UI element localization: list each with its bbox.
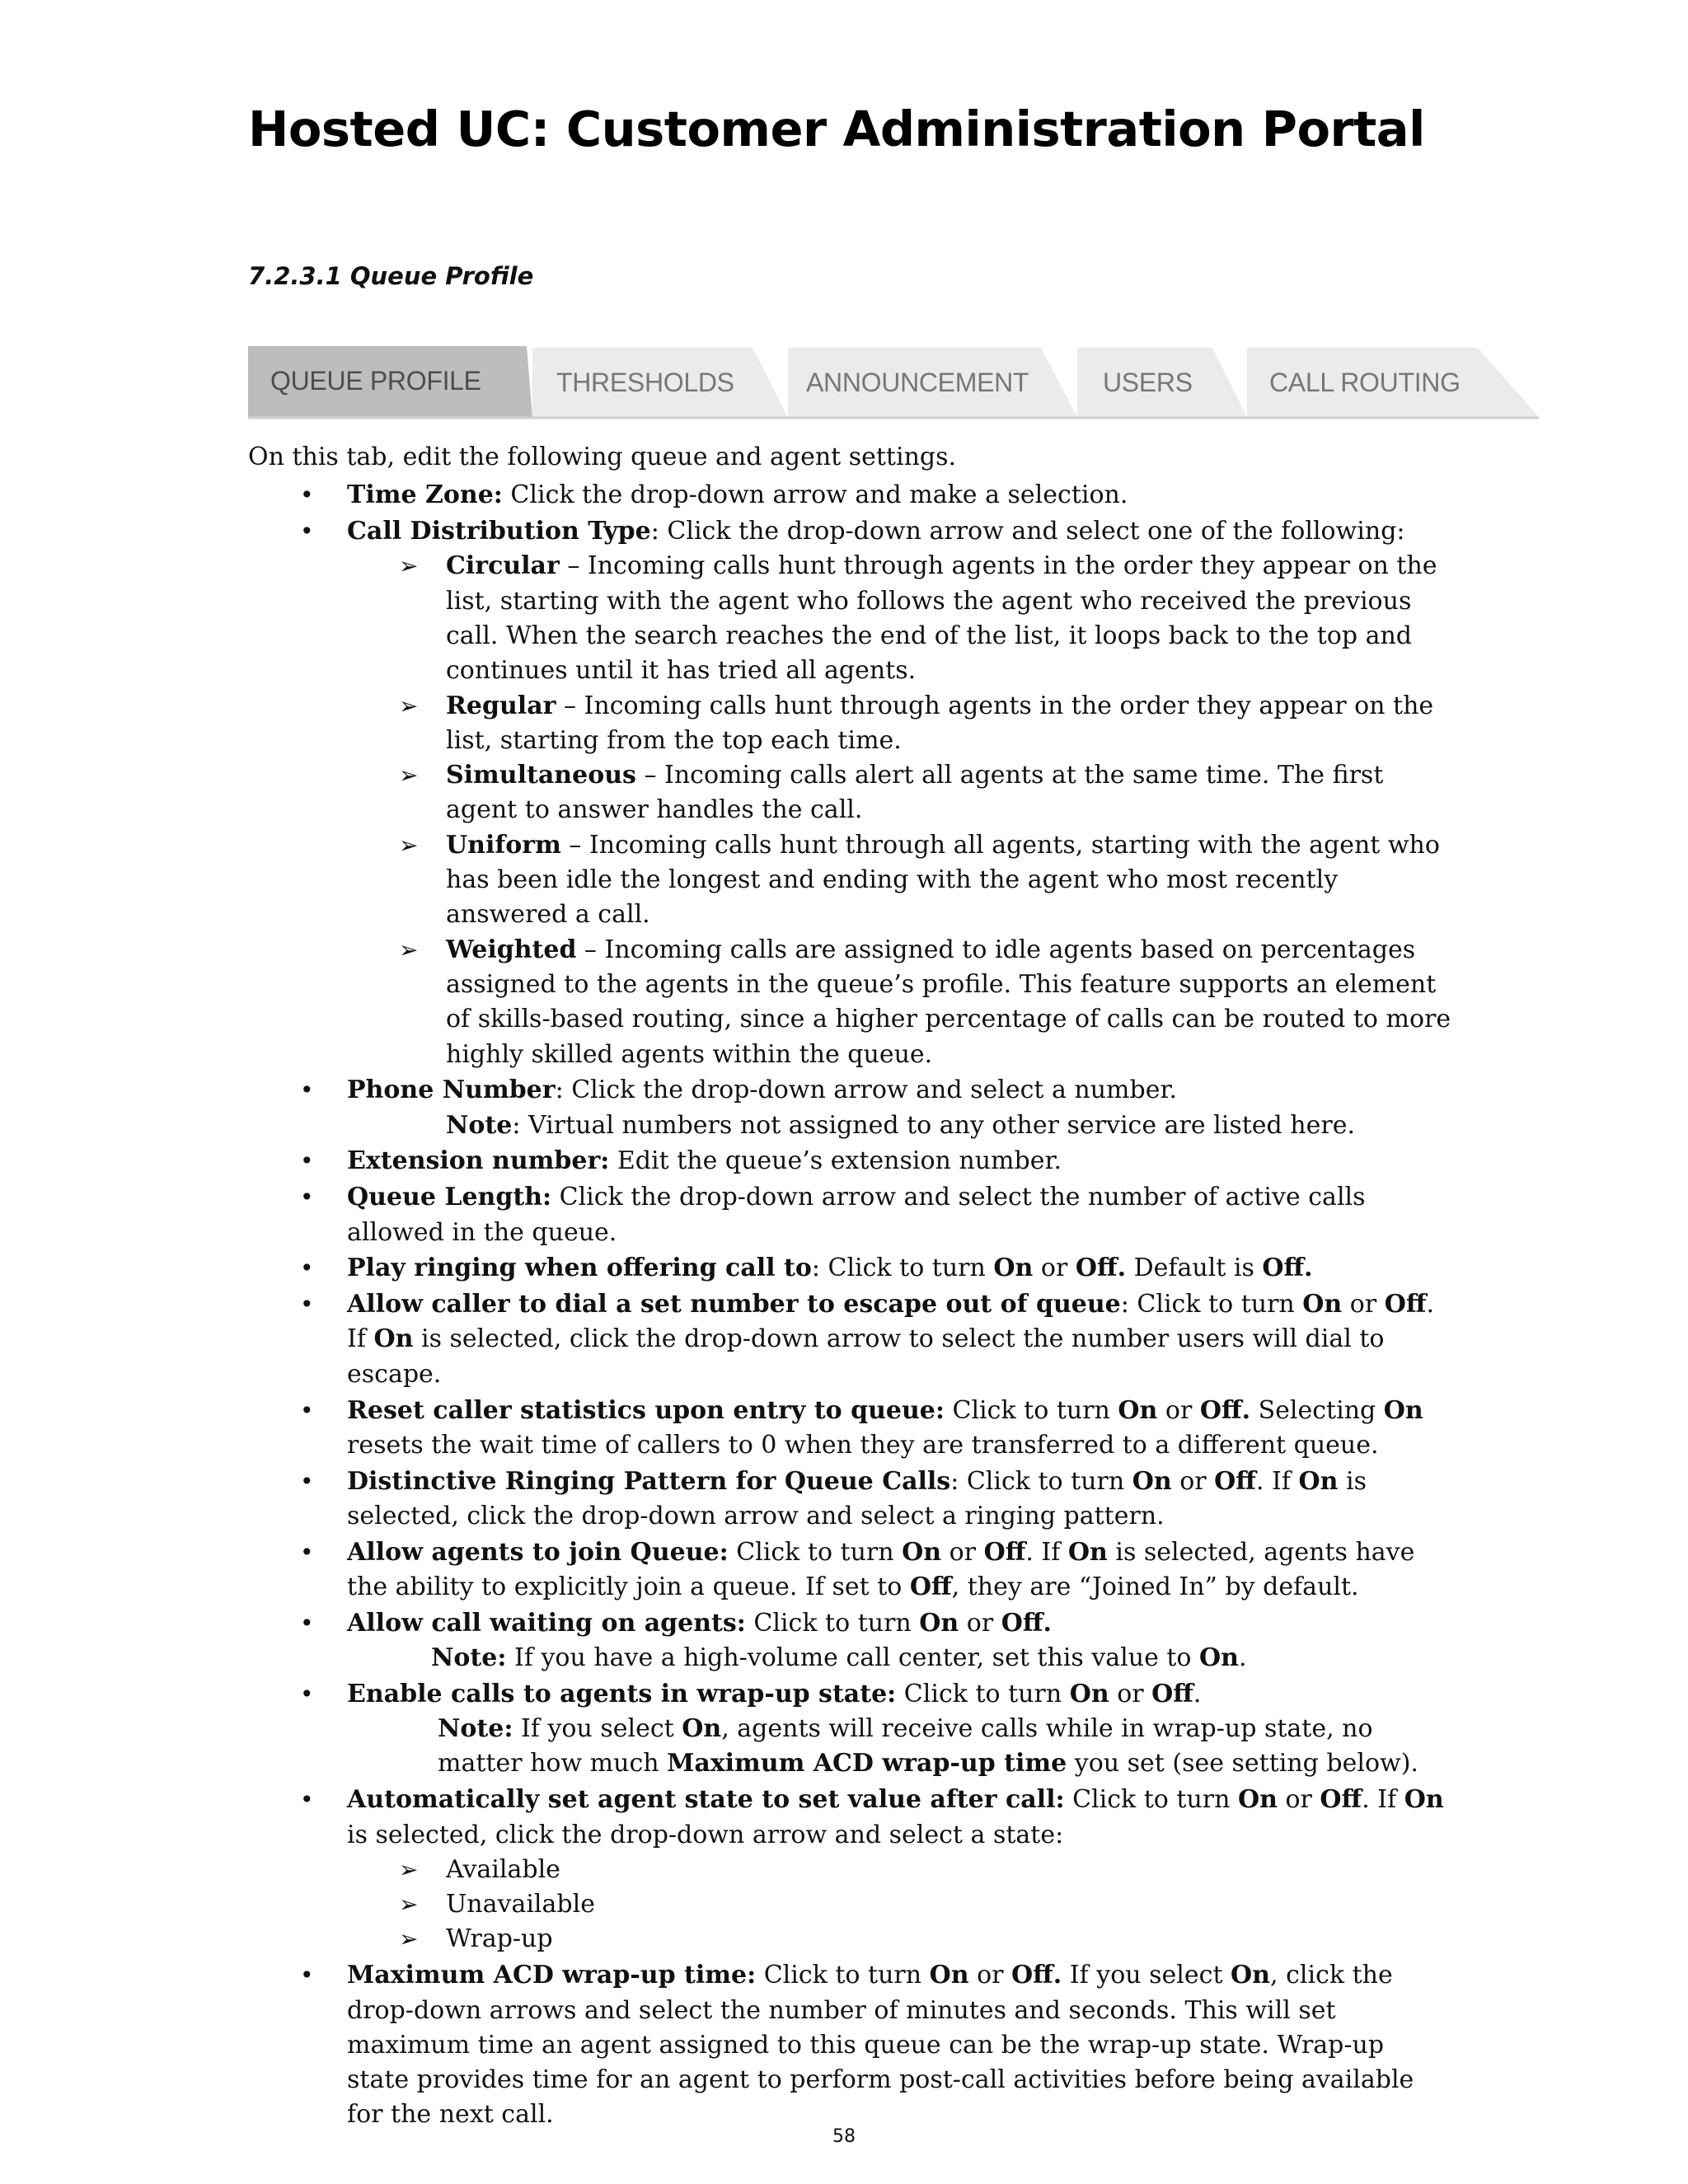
- note: Note: If you have a high-volume call center, set this value to On.: [431, 1643, 1247, 1673]
- list-item-join-queue: • Allow agents to join Queue: Click to turn On or Off. If On is selected, agents have the ability to explicitly join a queue. If set to Off, they are “Joined In” by default.: [248, 1535, 1451, 1605]
- list-item-time-zone: • Time Zone: Click the drop-down arrow and make a selection.: [248, 478, 1451, 513]
- list-item-max-wrapup: • Maximum ACD wrap-up time: Click to turn On or Off. If you select On, click the drop-down arrows and select the number of minutes and seconds. This will set maximum time an agent assigned to this queue can be the wrap-up state. Wrap-up state provides time for an agent to perform post-call activities before being available for the next call.: [248, 1958, 1451, 2132]
- arrow-bullet-icon: ➢: [399, 1925, 419, 1953]
- note: Note: If you select On, agents will receive calls while in wrap-up state, no matter how much Maximum ACD wrap-up time you set (see setting below).: [438, 1714, 1418, 1779]
- option-regular: ➢ Regular – Incoming calls hunt through agents in the order they appear on the list, starting from the top each time.: [347, 689, 1451, 759]
- term: Call Distribution Type: [347, 517, 651, 546]
- bullet-icon: •: [300, 1680, 314, 1708]
- arrow-bullet-icon: ➢: [399, 831, 419, 859]
- term: Maximum ACD wrap-up time:: [347, 1961, 757, 1990]
- list-item-reset-statistics: • Reset caller statistics upon entry to queue: Click to turn On or Off. Selecting On resets the wait time of callers to 0 when they are transferred to a different queue.: [248, 1394, 1451, 1464]
- list-item-distinctive-ringing: • Distinctive Ringing Pattern for Queue Calls: Click to turn On or Off. If On is selected, click the drop-down arrow and select a ringing pattern.: [248, 1465, 1451, 1535]
- bullet-icon: •: [300, 1147, 314, 1175]
- term: Reset caller statistics upon entry to queue:: [347, 1395, 945, 1425]
- state-wrap-up: ➢ Wrap-up: [347, 1922, 1451, 1957]
- list-item-wrapup-calls: • Enable calls to agents in wrap-up state: Click to turn On or Off. Note: If you select On, agents will receive calls while in wrap-up state, no matter how much Maximum ACD wrap-up time you set (see setting below).: [248, 1677, 1451, 1782]
- page-number: 58: [832, 2126, 856, 2147]
- arrow-bullet-icon: ➢: [399, 935, 419, 963]
- bullet-icon: •: [300, 1609, 314, 1637]
- list-item-call-distribution: • Call Distribution Type: Click the drop-down arrow and select one of the following: ➢ Circular – Incoming calls hunt through agents in the order they appear on the list, starting with the agent who follows the agent who received the previous call. When the search reaches the end of the list, it loops back to the top and continues until it has tried all agents. ➢ Regular – Incoming calls hunt through agents in the order they appear on the list, starting from the top each time. ➢ Simultaneous – Incoming calls alert all agents at the same time. The first agent to answer handles the call. ➢ Uniform – Incoming calls hunt through all agents, starting with the agent who has been idle the longest and ending with the agent who most recently answered a call. ➢ Weighted – Incoming calls are assigned to idle agents based on percentages assigned to the agents in the queue’s profile. This feature supports an element of skills-based routing, since a higher percentage of calls can be routed to more highly skilled agents within the queue.: [248, 514, 1451, 1072]
- tab-call-routing[interactable]: CALL ROUTING: [1269, 368, 1461, 397]
- list-item-extension: • Extension number: Edit the queue’s extension number.: [248, 1144, 1451, 1179]
- arrow-bullet-icon: ➢: [399, 1891, 419, 1919]
- term: Queue Length:: [347, 1183, 552, 1212]
- arrow-bullet-icon: ➢: [399, 691, 419, 719]
- list-item-call-waiting: • Allow call waiting on agents: Click to turn On or Off. Note: If you have a high-volume call center, set this value to On.: [248, 1606, 1451, 1676]
- section-heading: 7.2.3.1 Queue Profile: [248, 262, 534, 290]
- term: Extension number:: [347, 1146, 610, 1176]
- bullet-icon: •: [300, 1183, 314, 1212]
- bullet-icon: •: [300, 1538, 314, 1566]
- tab-bar: [248, 346, 1539, 419]
- option-circular: ➢ Circular – Incoming calls hunt through agents in the order they appear on the list, starting with the agent who follows the agent who received the previous call. When the search reaches the end of the list, it loops back to the top and continues until it has tried all agents.: [347, 549, 1451, 688]
- arrow-bullet-icon: ➢: [399, 552, 419, 580]
- bullet-icon: •: [300, 1291, 314, 1319]
- document-body: [248, 440, 1451, 2134]
- bullet-icon: •: [300, 1396, 314, 1424]
- note: Note: Virtual numbers not assigned to any other service are listed here.: [446, 1110, 1355, 1140]
- tab-queue-profile[interactable]: QUEUE PROFILE: [270, 366, 481, 396]
- term: Time Zone:: [347, 480, 503, 510]
- option-simultaneous: ➢ Simultaneous – Incoming calls alert all agents at the same time. The first agent to answer handles the call.: [347, 758, 1451, 828]
- term: Allow call waiting on agents:: [347, 1608, 746, 1638]
- state-unavailable: ➢ Unavailable: [347, 1887, 1451, 1922]
- term: Allow agents to join Queue:: [347, 1537, 729, 1567]
- list-item-play-ringing: • Play ringing when offering call to: Click to turn On or Off. Default is Off.: [248, 1251, 1451, 1286]
- distribution-options: [347, 549, 1451, 1071]
- bullet-icon: •: [300, 1467, 314, 1495]
- bullet-icon: •: [300, 1786, 314, 1814]
- bullet-icon: •: [300, 481, 314, 509]
- term: Phone Number: [347, 1076, 556, 1105]
- settings-list: [248, 478, 1451, 2132]
- term: Allow caller to dial a set number to escape out of queue: [347, 1290, 1121, 1319]
- term: Distinctive Ringing Pattern for Queue Calls: [347, 1466, 951, 1496]
- option-uniform: ➢ Uniform – Incoming calls hunt through all agents, starting with the agent who has been idle the longest and ending with the agent who most recently answered a call.: [347, 828, 1451, 933]
- agent-state-options: [347, 1853, 1451, 1957]
- list-item-escape-queue: • Allow caller to dial a set number to escape out of queue: Click to turn On or Off. If On is selected, click the drop-down arrow to select the number users will dial to escape.: [248, 1287, 1451, 1392]
- option-weighted: ➢ Weighted – Incoming calls are assigned to idle agents based on percentages assigned to the agents in the queue’s profile. This feature supports an element of skills-based routing, since a higher percentage of calls can be routed to more highly skilled agents within the queue.: [347, 933, 1451, 1072]
- bullet-icon: •: [300, 1076, 314, 1104]
- tab-announcement[interactable]: ANNOUNCEMENT: [806, 368, 1029, 397]
- list-item-queue-length: • Queue Length: Click the drop-down arrow and select the number of active calls allowed in the queue.: [248, 1180, 1451, 1250]
- tab-users[interactable]: USERS: [1103, 368, 1193, 397]
- arrow-bullet-icon: ➢: [399, 762, 419, 790]
- bullet-icon: •: [300, 1254, 314, 1282]
- list-item-phone-number: • Phone Number: Click the drop-down arrow and select a number. Note: Virtual numbers not assigned to any other service are listed here.: [248, 1073, 1451, 1143]
- arrow-bullet-icon: ➢: [399, 1855, 419, 1883]
- term: Play ringing when offering call to: [347, 1254, 812, 1283]
- state-available: ➢ Available: [347, 1853, 1451, 1887]
- term: Enable calls to agents in wrap-up state:: [347, 1679, 897, 1708]
- bullet-icon: •: [300, 1961, 314, 1990]
- tab-thresholds[interactable]: THRESHOLDS: [556, 368, 734, 397]
- term: Automatically set agent state to set value after call:: [347, 1785, 1065, 1815]
- intro-text: On this tab, edit the following queue and agent settings.: [248, 443, 957, 471]
- list-item-auto-agent-state: • Automatically set agent state to set value after call: Click to turn On or Off. If On is selected, click the drop-down arrow and select a state: ➢ Available ➢ Unavailable ➢ Wrap-up: [248, 1783, 1451, 1957]
- bullet-icon: •: [300, 518, 314, 546]
- page-title: Hosted UC: Customer Administration Portal: [248, 101, 1425, 157]
